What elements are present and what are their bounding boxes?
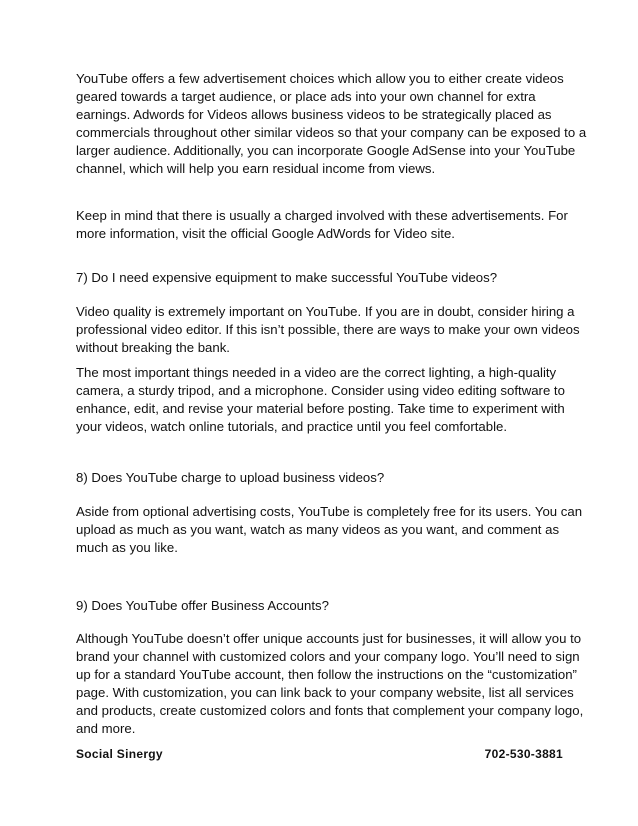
paragraph-business-accounts [76,630,584,739]
text-line: professional video editor. If this isn’t possible, there are ways to make your own videos [76,322,580,338]
paragraph-equipment [76,364,566,436]
text-line: The most important things needed in a video are the correct lighting, a high-quality [76,365,557,380]
text-line: 7) Do I need expensive equipment to make successful YouTube videos? [76,270,498,285]
text-line: geared towards a target audience, or place ads into your own channel for extra [76,89,536,105]
heading-question-8 [76,469,566,487]
text-line: and products, create customized colors and fonts that complement your company logo, [76,703,584,719]
text-line: channel, which will help you earn residual income from views. [76,161,436,177]
text-line: Aside from optional advertising costs, YouTube is completely free for its users. You can [76,504,583,519]
heading-question-9 [76,597,566,615]
text-line: and more. [76,721,136,737]
paragraph-video-quality [76,303,580,357]
text-line: Although YouTube doesn’t offer unique accounts just for businesses, it will allow you to [76,631,582,646]
text-line: larger audience. Additionally, you can incorporate Google AdSense into your YouTube [76,143,576,159]
text-line: your videos, watch online tutorials, and practice until you feel comfortable. [76,419,508,435]
text-line: 8) Does YouTube charge to upload business videos? [76,470,385,485]
text-line: 9) Does YouTube offer Business Accounts? [76,598,329,613]
text-line: commercials throughout other similar videos so that your company can be exposed to a [76,125,587,141]
paragraph-advertising [76,70,587,179]
footer-company: Social Sinergy [76,747,163,761]
paragraph-upload-cost [76,503,583,557]
text-line: Video quality is extremely important on YouTube. If you are in doubt, consider hiring a [76,304,575,319]
paragraph-charges [76,207,566,243]
page-footer [76,747,563,761]
text-line: upload as much as you want, watch as many videos as you want, and comment as [76,522,560,538]
text-line: much as you like. [76,540,178,556]
text-line: without breaking the bank. [76,340,230,356]
footer-phone: 702-530-3881 [484,747,563,761]
text-line: enhance, edit, and revise your material before posting. Take time to experiment with [76,401,565,417]
text-line: page. With customization, you can link back to your company website, list all services [76,685,574,701]
heading-question-7 [76,269,566,287]
text-line: YouTube offers a few advertisement choices which allow you to either create videos [76,71,564,86]
text-line: more information, visit the official Google AdWords for Video site. [76,226,455,242]
text-line: brand your channel with customized colors and your company logo. You’ll need to sign [76,649,580,665]
text-line: up for a standard YouTube account, then follow the instructions on the “customization” [76,667,577,683]
text-line: Keep in mind that there is usually a charged involved with these advertisements. For [76,208,568,223]
text-line: camera, a sturdy tripod, and a microphone. Consider using video editing software to [76,383,565,399]
text-line: earnings. Adwords for Videos allows business videos to be strategically placed as [76,107,552,123]
